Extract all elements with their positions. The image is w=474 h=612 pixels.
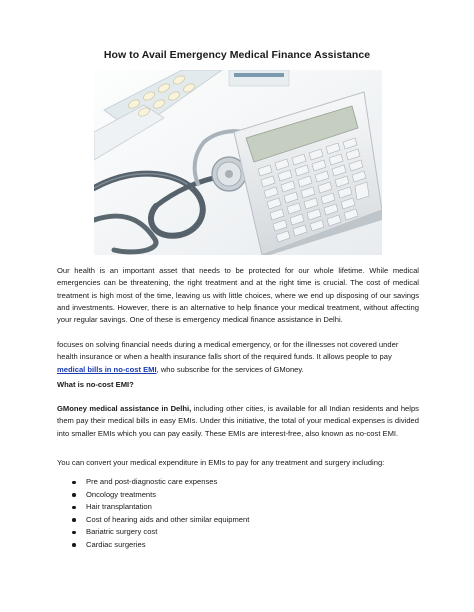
gmoney-paragraph xyxy=(57,403,419,440)
list-item xyxy=(57,526,417,539)
bullet-icon xyxy=(72,493,76,497)
list-item-text: Hair transplantation xyxy=(86,502,152,512)
bullet-icon xyxy=(72,506,76,510)
focus-paragraph-tail: , who subscribe for the services of GMoney. xyxy=(156,364,304,374)
intro-paragraph: Our health is an important asset that needs to be protected for our whole lifetime. While medical emergencies can be threatening, the right treatment and at the right time is crucial. The cost of medical treatment is high most of the time, leaving us with little choices, where we end up disposing of our savings and investments. However, there is an alternative to help finance your medical treatment, without affecting your regular savings. One of these is emergency medical finance assistance in Delhi. xyxy=(57,266,419,325)
gmoney-lead-bold: GMoney medical assistance in Delhi, xyxy=(57,404,192,413)
section-heading-no-cost-emi: What is no-cost EMI? xyxy=(57,380,134,389)
page-title: How to Avail Emergency Medical Finance Assistance xyxy=(103,49,371,61)
treatment-list xyxy=(57,476,417,551)
medical-bills-no-cost-emi-link[interactable]: medical bills in no-cost EMI xyxy=(57,364,157,374)
list-item xyxy=(57,489,417,502)
focus-paragraph-text: focuses on solving financial needs during a medical emergency, or for the illnesses not covered under health insurance or when a health insurance falls short of the required funds. It allows people to pay xyxy=(57,340,399,362)
list-item-text: Cardiac surgeries xyxy=(86,539,146,549)
bullet-icon xyxy=(72,481,76,485)
list-item xyxy=(57,476,417,489)
list-item-text: Pre and post-diagnostic care expenses xyxy=(86,477,218,486)
list-item-text: Bariatric surgery cost xyxy=(86,527,158,537)
bullet-icon xyxy=(72,531,76,535)
hero-image xyxy=(94,70,382,255)
bullet-icon xyxy=(72,518,76,522)
focus-paragraph xyxy=(57,339,419,376)
list-item-text: Cost of hearing aids and other similar equipment xyxy=(86,514,250,524)
list-item-text: Oncology treatments xyxy=(86,489,157,499)
list-item xyxy=(57,501,417,514)
list-item xyxy=(57,514,417,527)
convert-paragraph: You can convert your medical expenditure in EMIs to pay for any treatment and surgery including: xyxy=(57,458,385,467)
calculator-stethoscope-photo xyxy=(94,70,382,255)
bullet-icon xyxy=(72,543,76,547)
gmoney-paragraph-text: including other cities, is available for all Indian residents and helps them pay their medical bills in easy EMIs. Under this initiative, the total of your medical expenses is divided into smaller EMIs which you can pay easily. These EMIs are interest-free, also known as no-cost EMI. xyxy=(57,404,419,438)
list-item xyxy=(57,539,417,552)
